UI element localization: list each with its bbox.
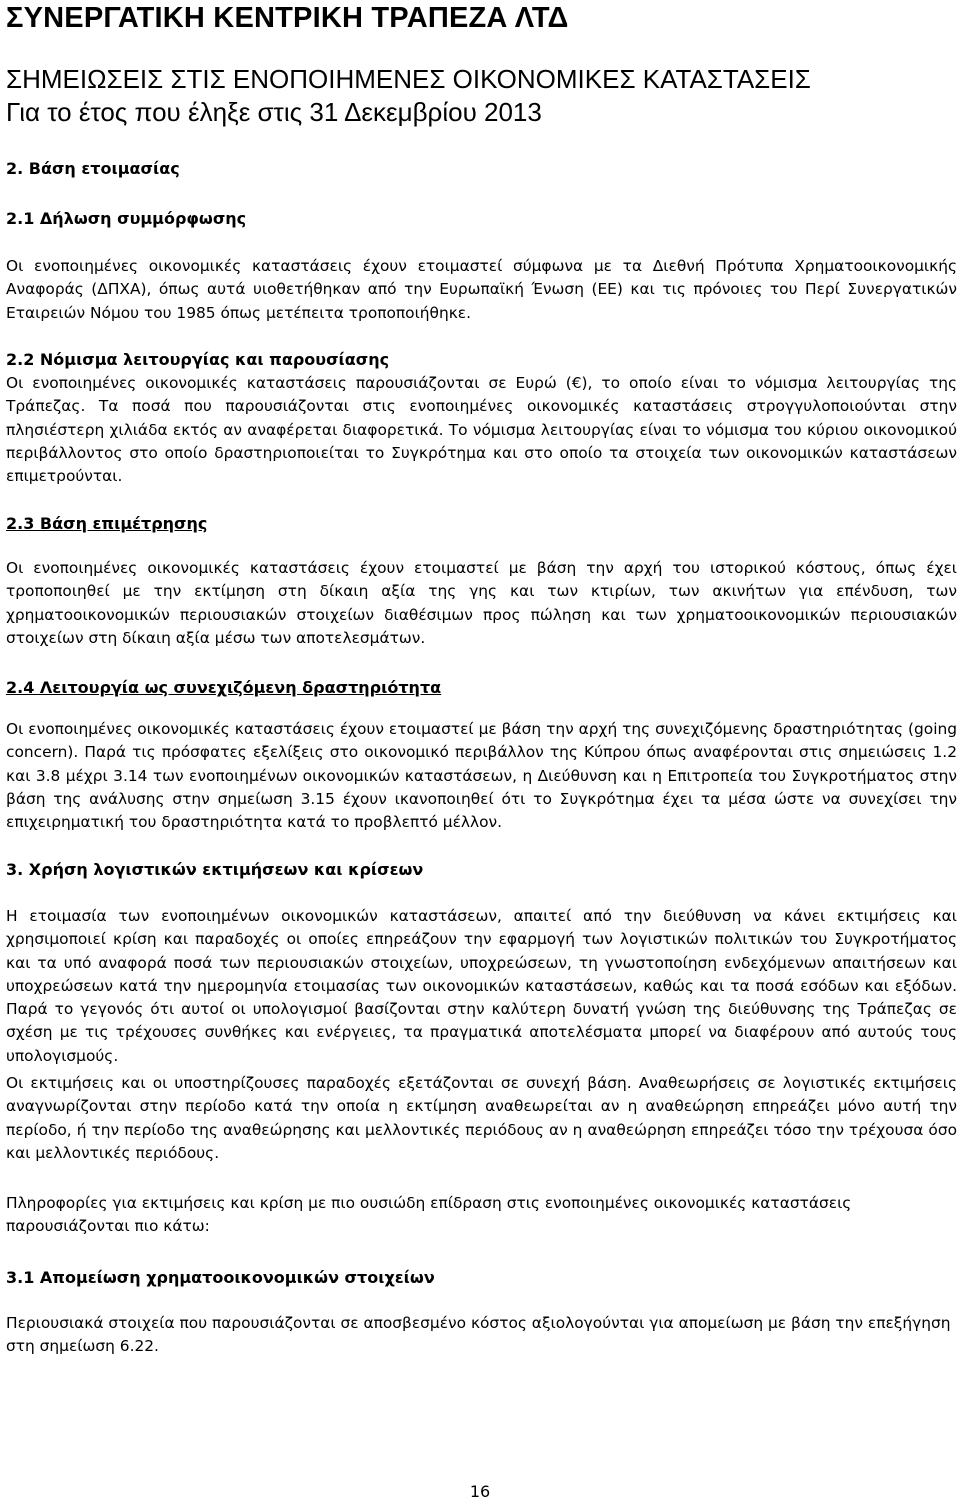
document-title: ΣΗΜΕΙΩΣΕΙΣ ΣΤΙΣ ΕΝΟΠΟΙΗΜΕΝΕΣ ΟΙΚΟΝΟΜΙΚΕΣ ΚΑΤΑΣΤΑΣΕΙΣ bbox=[6, 64, 811, 94]
section-3-1-text: Περιουσιακά στοιχεία που παρουσιάζονται σε αποσβεσμένο κόστος αξιολογούνται για απομείωση με βάση την επεξήγηση στη σημείωση 6.22. bbox=[6, 1314, 951, 1356]
section-2-2-heading: 2.2 Νόμισμα λειτουργίας και παρουσίασης bbox=[6, 350, 390, 369]
section-2-4-heading: 2.4 Λειτουργία ως συνεχιζόμενη δραστηριότητα bbox=[6, 678, 442, 697]
reporting-period: Για το έτος που έληξε στις 31 Δεκεμβρίου 2013 bbox=[6, 97, 542, 127]
section-3-paragraph-2: Οι εκτιμήσεις και οι υποστηρίζουσες παραδοχές εξετάζονται σε συνεχή βάση. Αναθεωρήσεις σε λογιστικές εκτιμήσεις αναγνωρίζονται στην περίοδο κατά την οποία η εκτίμηση αναθεωρείται αν η αναθεώρηση επηρεάζει μόνο αυτή την περίοδο, ή την περίοδο της αναθεώρησης και μελλοντικές περιόδους αν η αναθεώρηση επηρεάζει τόσο την τρέχουσα όσο και μελλοντικές περιόδους. bbox=[6, 1074, 957, 1162]
section-2-2-text: Οι ενοποιημένες οικονομικές καταστάσεις παρουσιάζονται σε Ευρώ (€), το οποίο είναι το νόμισμα λειτουργίας της Τράπεζας. Τα ποσά που παρουσιάζονται στις ενοποιημένες οικονομικές καταστάσεις στρογγυλοποιούνται στην πλησιέστερη χιλιάδα εκτός αν αναφέρεται διαφορετικά. Το νόμισμα λειτουργίας είναι το νόμισμα του κύριου οικονομικού περιβάλλοντος στο οποίο δραστηριοποιείται το Συγκρότημα και στο οποίο τα στοιχεία των οικονομικών καταστάσεων επιμετρούνται. bbox=[6, 374, 957, 486]
section-2-1-text: Οι ενοποιημένες οικονομικές καταστάσεις έχουν ετοιμαστεί σύμφωνα με τα Διεθνή Πρότυπα Χρηματοοικονομικής Αναφοράς (ΔΠΧΑ), όπως αυτά υιοθετήθηκαν από την Ευρωπαϊκή Ένωση (ΕΕ) και τις πρόνοιες του Περί Συνεργατικών Εταιρειών Νόμου του 1985 όπως μετέπειτα τροποποιήθηκε. bbox=[6, 257, 957, 322]
section-3-paragraph-1: Η ετοιμασία των ενοποιημένων οικονομικών καταστάσεων, απαιτεί από την διεύθυνση να κάνει εκτιμήσεις και χρησιμοποιεί κρίση και παραδοχές οι οποίες επηρεάζουν την εφαρμογή των λογιστικών πολιτικών του Συγκροτήματος και τα υπό αναφορά ποσά των περιουσιακών στοιχείων, υποχρεώσεων, τη γνωστοποίηση ενδεχόμενων απαιτήσεων και υποχρεώσεων κατά την ημερομηνία ετοιμασίας των οικονομικών καταστάσεων, καθώς και τα ποσά εσόδων και εξόδων. Παρά το γεγονός ότι αυτοί οι υπολογισμοί βασίζονται στην καλύτερη δυνατή γνώση της διεύθυνσης της Τράπεζας σε σχέση με τις τρέχουσες συνθήκες και ενέργειες, τα πραγματικά αποτελέσματα μπορεί να διαφέρουν από αυτούς τους υπολογισμούς. bbox=[6, 907, 957, 1065]
section-2-3-text: Οι ενοποιημένες οικονομικές καταστάσεις έχουν ετοιμαστεί με βάση την αρχή του ιστορικού κόστους, όπως έχει τροποποιηθεί με την εκτίμηση στη δίκαιη αξία της γης και των κτιρίων, των ακινήτων για επένδυση, των χρηματοοικονομικών περιουσιακών στοιχείων διαθέσιμων προς πώληση και των χρηματοοικονομικών περιουσιακών στοιχείων στη δίκαιη αξία μέσω των αποτελεσμάτων. bbox=[6, 559, 957, 647]
section-2-4-text: Οι ενοποιημένες οικονομικές καταστάσεις έχουν ετοιμαστεί με βάση την αρχή της συνεχιζόμενης δραστηριότητας (going concern). Παρά τις πρόσφατες εξελίξεις στο οικονομικό περιβάλλον της Κύπρου όπως αναφέρονται στις σημειώσεις 1.2 και 3.8 μέχρι 3.14 των ενοποιημένων οικονομικών καταστάσεων, η Διεύθυνση και η Επιτροπεία του Συγκροτήματος στην βάση της ανάλυσης στην σημείωση 3.15 έχουν ικανοποιηθεί ότι το Συγκρότημα έχει τα μέσα ώστε να συνεχίσει την επιχειρηματική του δραστηριότητα κατά το προβλεπτό μέλλον. bbox=[6, 720, 957, 832]
section-3-heading: 3. Χρήση λογιστικών εκτιμήσεων και κρίσεων bbox=[6, 860, 424, 879]
page-number: 16 bbox=[469, 1482, 491, 1501]
bank-name: ΣΥΝΕΡΓΑΤΙΚΗ ΚΕΝΤΡΙΚΗ ΤΡΑΠΕΖΑ ΛΤΔ bbox=[6, 2, 569, 34]
section-2-heading: 2. Βάση ετοιμασίας bbox=[6, 159, 180, 178]
section-2-3-heading: 2.3 Βάση επιμέτρησης bbox=[6, 514, 208, 533]
section-2-1-heading: 2.1 Δήλωση συμμόρφωσης bbox=[6, 209, 247, 228]
section-3-paragraph-3: Πληροφορίες για εκτιμήσεις και κρίση με πιο ουσιώδη επίδραση στις ενοποιημένες οικονομικές καταστάσεις παρουσιάζονται πιο κάτω: bbox=[6, 1194, 852, 1236]
section-3-1-heading: 3.1 Απομείωση χρηματοοικονομικών στοιχείων bbox=[6, 1268, 435, 1287]
